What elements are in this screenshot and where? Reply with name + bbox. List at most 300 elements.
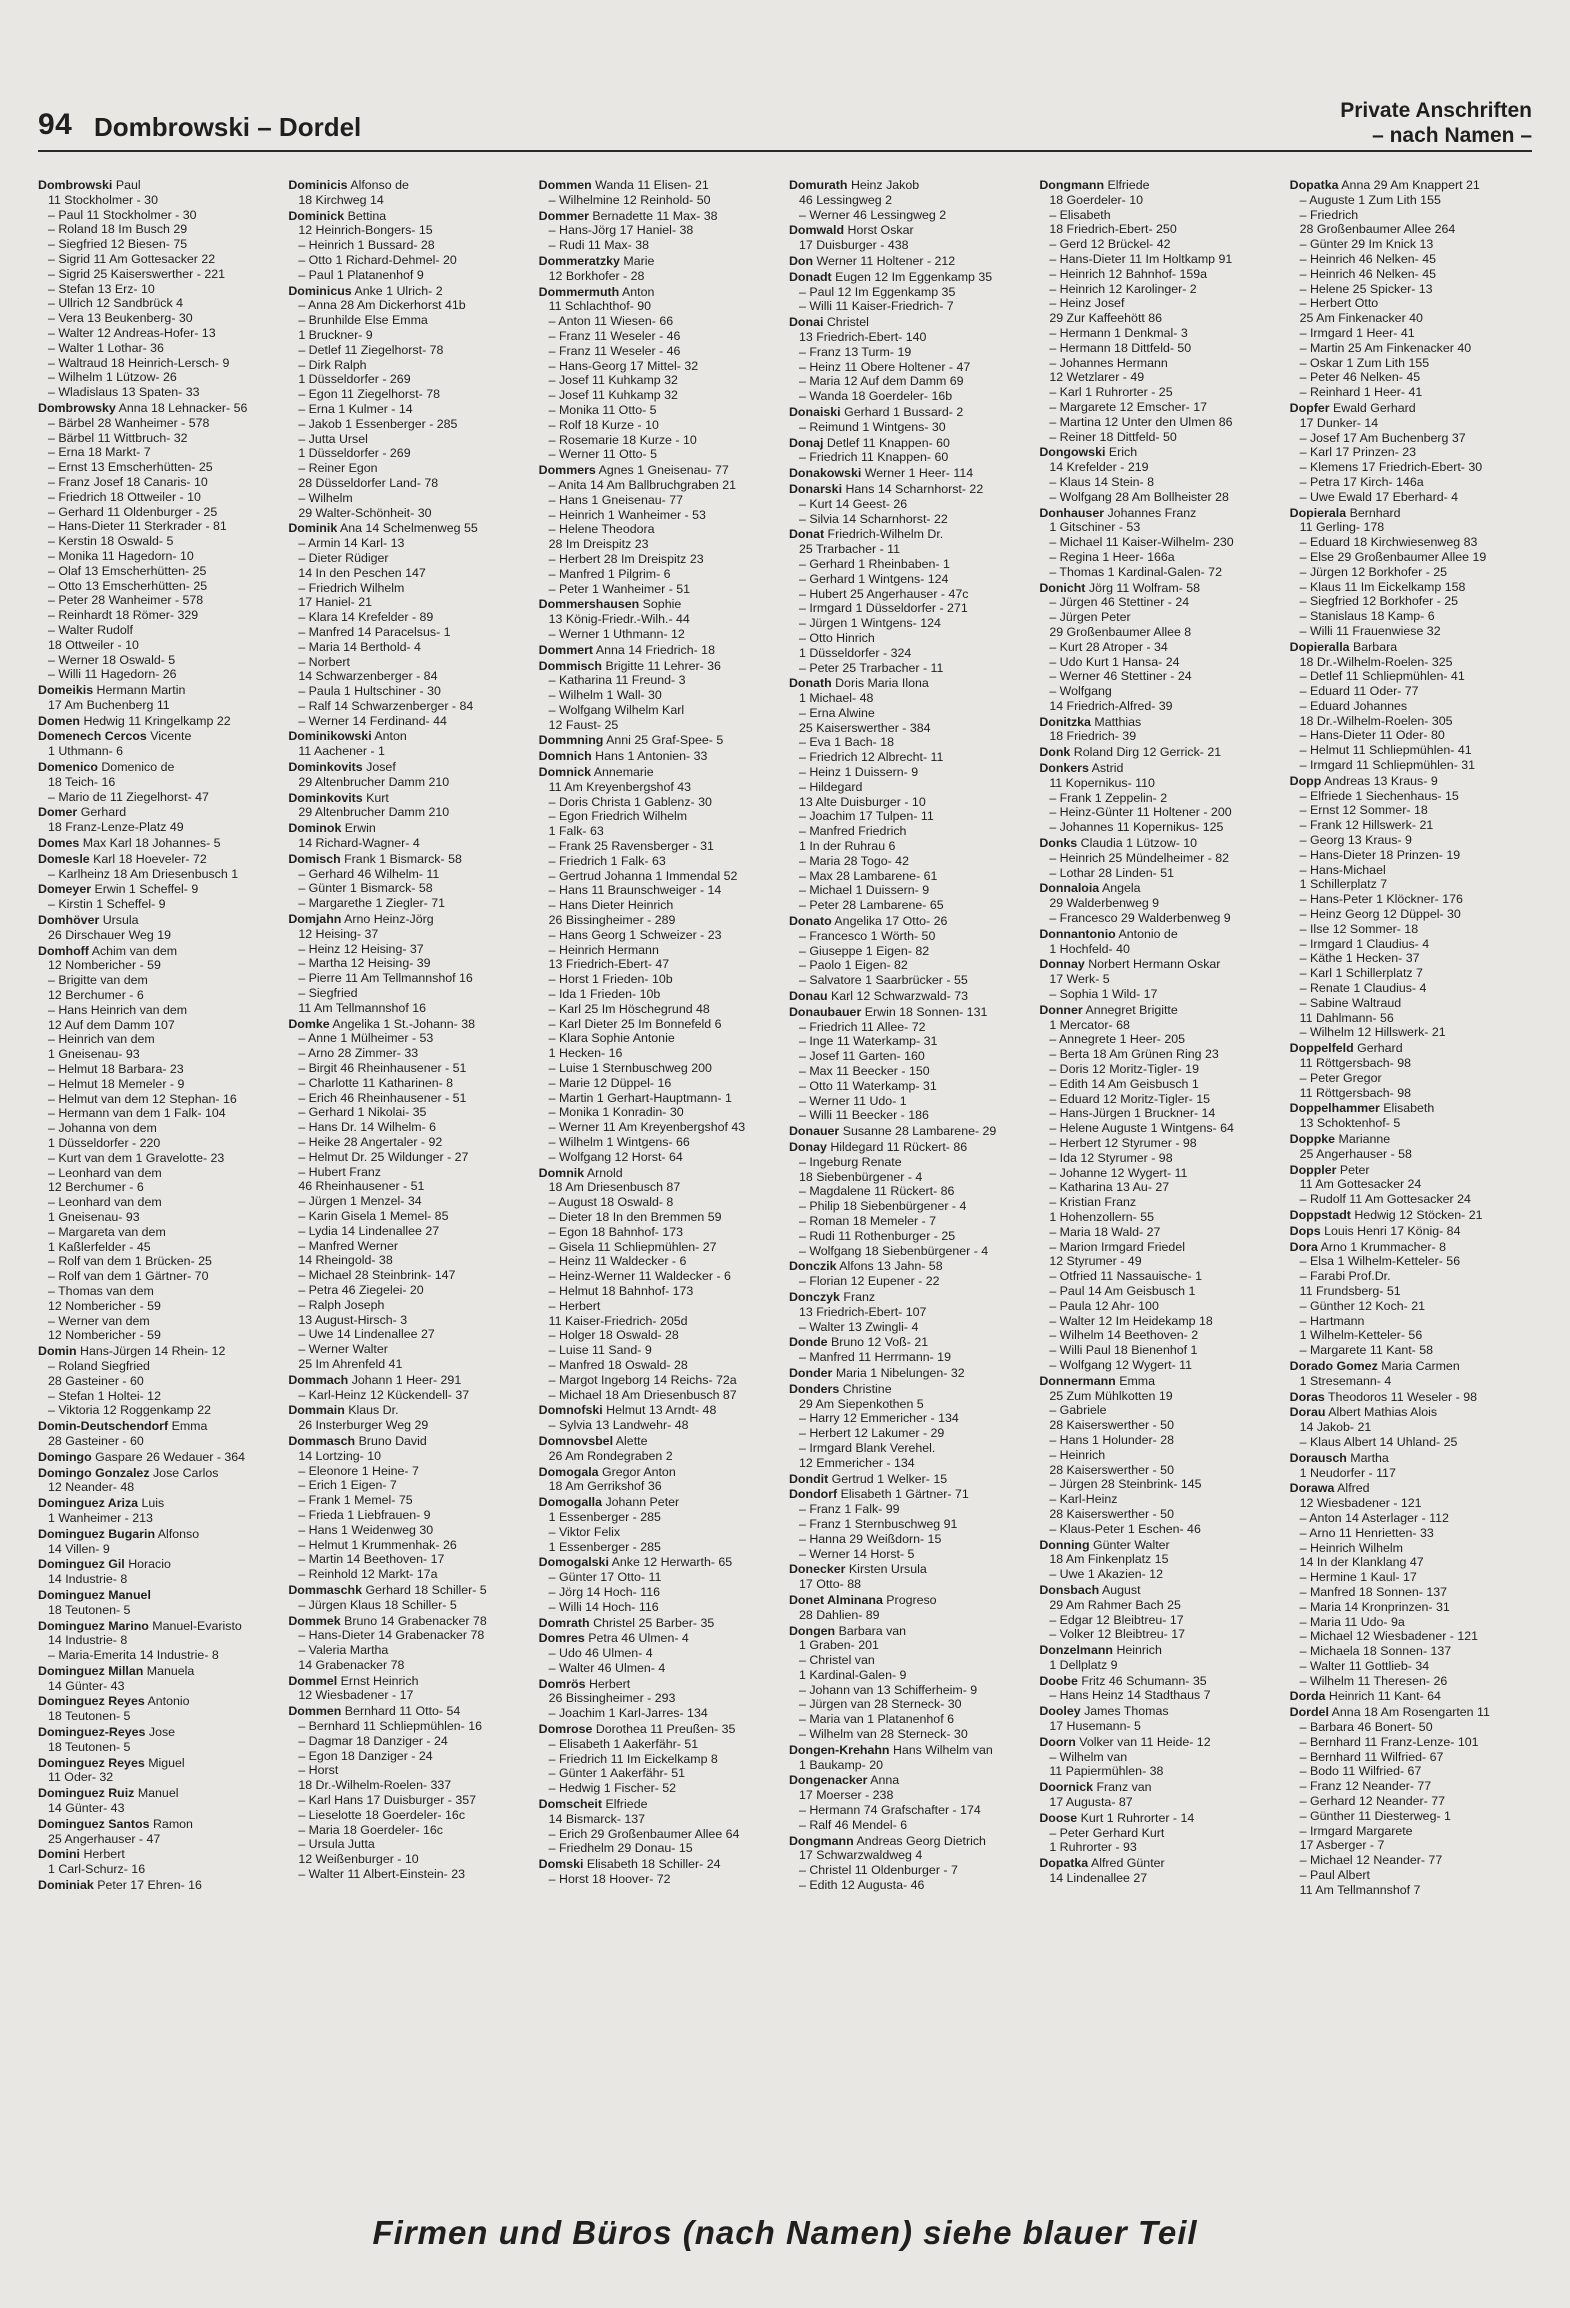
entry-heading-line	[789, 1472, 1031, 1487]
entry-line: – Otto Hinrich	[798, 630, 875, 645]
entry-details: Christel	[826, 315, 869, 330]
entry-details: Gregor Anton	[602, 1464, 676, 1479]
entry-line: – Heinz-Werner 11 Waldecker - 6	[548, 1269, 731, 1284]
entry-line: – Dieter 18 In den Bremmen 59	[548, 1209, 722, 1224]
directory-entry	[539, 1555, 781, 1614]
entry-heading-line	[38, 178, 280, 193]
entry-line: – Helene Auguste 1 Wintgens- 64	[1049, 1121, 1234, 1136]
entry-line: 1 Hecken- 16	[548, 1046, 623, 1061]
entry-line: – Franz Josef 18 Canaris- 10	[48, 474, 208, 489]
directory-entry	[1290, 1390, 1532, 1405]
entry-line: 12 Nombericher - 59	[48, 958, 161, 973]
entry-surname: Donczik	[788, 1259, 837, 1274]
entry-line: – Pierre 11 Am Tellmannshof 16	[298, 971, 473, 986]
entry-line: 18 Dr.-Wilhelm-Roelen- 305	[1299, 713, 1453, 728]
entry-line: 11 Stockholmer - 30	[48, 192, 158, 207]
entry-details: Heinrich	[1116, 1643, 1162, 1658]
entry-line: – Marie 12 Düppel- 16	[548, 1075, 672, 1090]
entry-line: 28 Großenbaumer Allee 264	[1299, 222, 1456, 237]
entry-line: – Willi Paul 18 Bienenhof 1	[1049, 1343, 1198, 1358]
entry-details: Annemarie	[593, 765, 654, 780]
entry-details: Johann 1 Heer- 291	[351, 1372, 462, 1387]
entry-heading-line	[1290, 1224, 1532, 1239]
entry-line: – Margarete 11 Kant- 58	[1299, 1343, 1434, 1358]
entry-surname: Doppelhammer	[1289, 1101, 1380, 1116]
entry-line: 12 Nombericher - 59	[48, 1328, 161, 1343]
directory-entry	[789, 1335, 1031, 1365]
entry-line: 29 Am Siepenkothen 5	[798, 1396, 924, 1411]
entry-line: – Günther 12 Koch- 21	[1299, 1298, 1426, 1313]
entry-line: – Walter Rudolf	[48, 622, 133, 637]
entry-line: 18 Goerdeler- 10	[1049, 192, 1143, 207]
entry-surname: Dorawa	[1289, 1481, 1335, 1496]
directory-entry	[1039, 1674, 1281, 1704]
entry-line: – Frank 1 Zeppelin- 2	[1049, 790, 1168, 805]
page-number: 94	[38, 108, 73, 141]
entry-heading-line	[789, 1366, 1031, 1381]
entry-details: Detlef 11 Knappen- 60	[826, 435, 950, 450]
entry-details: August	[1101, 1582, 1141, 1597]
entry-line: – Gerd 12 Brückel- 42	[1049, 237, 1171, 252]
entry-surname: Domer	[38, 805, 78, 820]
directory-entry	[1290, 1705, 1532, 1897]
directory-entry	[288, 791, 530, 821]
entry-line: – Manfred Friedrich	[798, 824, 907, 839]
entry-line: – Willi 11 Hagedorn- 26	[48, 667, 177, 682]
entry-surname: Dominguez Ruiz	[38, 1786, 135, 1801]
directory-entry	[789, 1773, 1031, 1832]
entry-surname: Domres	[538, 1631, 585, 1646]
entry-line: 29 Walter-Schönheit- 30	[298, 505, 432, 520]
entry-surname: Domingo	[38, 1449, 92, 1464]
entry-heading-line	[38, 836, 280, 851]
entry-line: – Elisabeth 1 Aakerfähr- 51	[548, 1736, 699, 1751]
entry-line: – Klara Sophie Antonie	[548, 1031, 675, 1046]
entry-heading-line	[539, 463, 781, 478]
entry-line: – Katharina 13 Au- 27	[1049, 1180, 1170, 1195]
entry-line: 1 Wanheimer - 213	[48, 1510, 153, 1525]
entry-line: – Maria 28 Togo- 42	[798, 853, 909, 868]
entry-line: 11 Aachener - 1	[298, 744, 385, 759]
entry-details: Arnold	[586, 1165, 623, 1180]
entry-line: – Werner 46 Lessingweg 2	[798, 207, 947, 222]
entry-surname: Donet Alminana	[788, 1592, 883, 1607]
entry-line: 28 Dahlien- 89	[798, 1607, 880, 1622]
directory-entry	[288, 1403, 530, 1433]
entry-line: – Klaus-Peter 1 Eschen- 46	[1049, 1521, 1201, 1536]
entry-line: – Max 11 Beecker - 150	[798, 1064, 930, 1079]
entry-line: – Jürgen Klaus 18 Schiller- 5	[298, 1597, 457, 1612]
directory-entry	[789, 1472, 1031, 1487]
entry-surname: Dongmann	[788, 1833, 854, 1848]
directory-entry	[38, 1619, 280, 1663]
entry-surname: Donner	[1039, 1002, 1083, 1017]
entry-surname: Dopatka	[1039, 1856, 1089, 1871]
entry-heading-line	[789, 1290, 1031, 1305]
entry-line: – Christel van	[798, 1653, 875, 1668]
entry-line: 1 Essenberger - 285	[548, 1509, 661, 1524]
directory-entry	[38, 1450, 280, 1465]
entry-line: 17 Husemann- 5	[1049, 1719, 1141, 1734]
entry-surname: Domrath	[538, 1615, 590, 1630]
entry-line: – Wilhelm 11 Theresen- 26	[1299, 1673, 1448, 1688]
directory-entry	[789, 1487, 1031, 1561]
entry-line: – Heike 28 Angertaler - 92	[298, 1135, 443, 1149]
entry-surname: Dopp	[1289, 773, 1322, 788]
entry-line: – Manfred 1 Pilgrim- 6	[548, 566, 671, 581]
entry-line: – Gerhard 1 Nikolai- 35	[298, 1105, 427, 1120]
entry-details: Bernadette 11 Max- 38	[592, 208, 718, 223]
entry-heading-line	[539, 1166, 781, 1181]
entry-line: – Rosemarie 18 Kurze - 10	[548, 432, 697, 447]
entry-line: – Sylvia 13 Landwehr- 48	[548, 1418, 689, 1433]
entry-heading-line	[288, 521, 530, 536]
entry-line: – Farabi Prof.Dr.	[1299, 1269, 1391, 1284]
entry-surname: Domke	[288, 1016, 330, 1031]
entry-line: – Jürgen 1 Wintgens- 124	[798, 616, 941, 631]
entry-line: – Maria van 1 Platanenhof 6	[798, 1712, 954, 1727]
entry-surname: Dommert	[538, 642, 594, 657]
entry-details: Peter	[1339, 1162, 1370, 1177]
entry-line: – Martin 14 Beethoven- 17	[298, 1552, 445, 1567]
entry-line: – Christel 11 Oldenburger - 7	[798, 1863, 958, 1878]
entry-line: – Waltraud 18 Heinrich-Lersch- 9	[48, 355, 230, 370]
entry-details: Gerhard 18 Schiller- 5	[365, 1582, 487, 1597]
entry-surname: Donnantonio	[1039, 926, 1116, 941]
entry-line: – Margarethe 1 Ziegler- 71	[298, 896, 446, 911]
entry-line: 17 Schwarzwaldweg 4	[798, 1848, 923, 1863]
directory-entry	[1039, 1811, 1281, 1855]
entry-heading-line	[539, 659, 781, 674]
entry-details: Jörg 11 Wolfram- 58	[1088, 580, 1200, 595]
entry-line: – Helmut 18 Bahnhof- 173	[548, 1283, 694, 1298]
entry-details: Karl 18 Hoeveler- 72	[93, 851, 207, 866]
entry-line: – Kristian Franz	[1049, 1195, 1137, 1210]
entry-line: – Ralf 14 Schwarzenberger - 84	[298, 698, 474, 713]
directory-entry	[789, 527, 1031, 675]
entry-line: – Auguste 1 Zum Lith 155	[1299, 192, 1441, 207]
directory-entry	[789, 223, 1031, 253]
entry-line: – Katharina 11 Freund- 3	[548, 673, 686, 688]
directory-entry	[789, 270, 1031, 314]
entry-line: – Luise 1 Sternbuschweg 200	[548, 1061, 712, 1076]
entry-surname: Donadt	[788, 269, 832, 284]
entry-line: – Roland Siegfried	[48, 1358, 150, 1373]
entry-line: – Franz 13 Turm- 19	[798, 344, 912, 359]
entry-line: 29 Zur Kaffeehött 86	[1049, 311, 1163, 326]
entry-surname: Donnay	[1039, 957, 1085, 972]
entry-line: – Werner van dem	[48, 1313, 150, 1328]
entry-details: Manuel	[137, 1786, 179, 1801]
directory-entry	[539, 1166, 781, 1403]
entry-line: 28 Kaiserswerther - 50	[1049, 1418, 1174, 1433]
entry-surname: Donders	[788, 1381, 840, 1396]
entry-details: Bruno 12 Voß- 21	[830, 1335, 929, 1350]
entry-line: – Hermann van dem 1 Falk- 104	[48, 1106, 226, 1121]
entry-heading-line	[38, 882, 280, 897]
entry-line: 18 Teich- 16	[48, 774, 116, 789]
entry-line: – Hans 1 Gneisenau- 77	[548, 492, 683, 507]
entry-surname: Dominik	[288, 521, 338, 536]
entry-line: – Michael 1 Duissern- 9	[798, 883, 930, 898]
entry-heading-line	[1290, 774, 1532, 789]
entry-line: 14 Lortzing- 10	[298, 1448, 381, 1463]
directory-entry	[1290, 401, 1532, 505]
entry-details: Kirsten Ursula	[848, 1562, 927, 1577]
entry-details: Susanne 28 Lambarene- 29	[842, 1124, 997, 1139]
entry-line: – Marion Irmgard Friedel	[1049, 1239, 1185, 1254]
entry-line: – Horst	[298, 1763, 339, 1778]
entry-line: 25 Kaiserswerther - 384	[798, 720, 931, 735]
entry-details: Anke 1 Ulrich- 2	[354, 283, 443, 298]
entry-line: – Detlef 11 Schliepmühlen- 41	[1299, 669, 1465, 684]
entry-line: – Bernhard 11 Franz-Lenze- 101	[1299, 1734, 1479, 1749]
entry-surname: Domwald	[788, 223, 845, 238]
entry-line: – Uwe Ewald 17 Eberhard- 4	[1299, 489, 1459, 504]
entry-line: – Hans-Jürgen 1 Bruckner- 14	[1049, 1106, 1216, 1121]
entry-line: – Peter Gregor	[1299, 1070, 1382, 1085]
entry-line: 14 Krefelder - 219	[1049, 460, 1149, 475]
entry-details: Norbert Hermann Oskar	[1088, 957, 1221, 972]
entry-details: Gertrud 1 Welker- 15	[831, 1471, 948, 1486]
entry-details: Gerhard 1 Bussard- 2	[844, 404, 964, 419]
entry-line: – Arno 11 Henrietten- 33	[1299, 1525, 1434, 1540]
entry-line: – Maria-Emerita 14 Industrie- 8	[48, 1648, 219, 1663]
entry-line: 28 Gasteiner - 60	[48, 1373, 144, 1388]
entry-heading-line	[539, 178, 781, 193]
entry-line: – Herbert	[548, 1298, 601, 1313]
directory-entry	[539, 209, 781, 253]
entry-line: – Kurt 14 Geest- 26	[798, 496, 908, 511]
entry-surname: Domogalski	[538, 1555, 609, 1570]
entry-heading-line	[38, 944, 280, 959]
entry-line: – Wilhelm van	[1049, 1749, 1128, 1764]
entry-surname: Dongen	[788, 1623, 836, 1638]
entry-line: 11 Am Gottesacker 24	[1299, 1177, 1422, 1192]
entry-line: – Hans Heinrich van dem	[48, 1002, 188, 1017]
directory-entry	[789, 1624, 1031, 1742]
entry-line: – Maria 18 Goerdeler- 16c	[298, 1822, 443, 1837]
entry-surname: Dommel	[288, 1673, 338, 1688]
entry-line: 25 Am Finkenacker 40	[1299, 311, 1423, 326]
entry-heading-line	[789, 1834, 1031, 1849]
directory-entry	[38, 1419, 280, 1449]
entry-heading-line	[539, 643, 781, 658]
directory-entry	[539, 1722, 781, 1796]
entry-line: – Elsa 1 Wilhelm-Ketteler- 56	[1299, 1254, 1461, 1269]
entry-line: 1 Baukamp- 20	[798, 1757, 884, 1772]
entry-line: – Jürgen 12 Borkhofer - 25	[1299, 564, 1448, 579]
entry-details: Bernhard 11 Otto- 54	[344, 1704, 461, 1719]
entry-heading-line	[789, 405, 1031, 420]
directory-entry	[38, 805, 280, 835]
entry-line: – Günter 29 Im Knick 13	[1299, 237, 1434, 252]
directory-entry	[789, 1382, 1031, 1471]
directory-entry	[1039, 506, 1281, 580]
entry-line: 11 Schlachthof- 90	[548, 299, 652, 314]
entry-line: 18 Siebenbürgener - 4	[798, 1169, 923, 1184]
entry-line: 18 Am Finkenplatz 15	[1049, 1552, 1169, 1567]
directory-entry	[1039, 745, 1281, 760]
directory-column-4	[789, 178, 1031, 2168]
entry-line: – Stefan 1 Holtei- 12	[48, 1388, 161, 1403]
entry-surname: Dopieralla	[1289, 639, 1350, 654]
directory-entry	[789, 436, 1031, 466]
entry-heading-line	[539, 1857, 781, 1872]
directory-entry	[1290, 1101, 1532, 1131]
entry-details: Elisabeth 18 Schiller- 24	[586, 1857, 721, 1872]
directory-entry	[38, 1878, 280, 1893]
entry-line: – Stanislaus 18 Kamp- 6	[1299, 609, 1435, 624]
entry-line: – Doris 12 Moritz-Tigler- 19	[1049, 1062, 1199, 1077]
entry-line: – Brigitte van dem	[48, 973, 148, 988]
directory-entry	[789, 1743, 1031, 1773]
entry-line: – Leonhard van dem	[48, 1165, 162, 1180]
entry-line: – Silvia 14 Scharnhorst- 22	[798, 511, 948, 526]
entry-line: – Josef 11 Kuhkamp 32	[548, 373, 678, 388]
entry-line: – Charlotte 11 Katharinen- 8	[298, 1075, 454, 1090]
entry-details: Roland Dirg 12 Gerrick- 21	[1073, 745, 1222, 760]
entry-line: – Karl 1 Schillerplatz 7	[1299, 966, 1423, 981]
entry-line: – Karlheinz 18 Am Driesenbusch 1	[48, 866, 239, 881]
entry-line: – Erich 46 Rheinhausener - 51	[298, 1090, 467, 1105]
entry-surname: Domen	[38, 713, 80, 728]
directory-entry	[789, 1366, 1031, 1381]
entry-line: – Egon 11 Ziegelhorst- 78	[298, 387, 440, 402]
entry-line: 25 Zum Mühlkotten 19	[1049, 1388, 1173, 1403]
entry-surname: Dordel	[1289, 1705, 1329, 1720]
entry-details: Anna 18 Lehnacker- 56	[118, 400, 248, 415]
entry-surname: Dondit	[788, 1471, 829, 1486]
entry-line: – Hans-Peter 1 Klöckner- 176	[1299, 892, 1463, 907]
entry-line: – Mario de 11 Ziegelhorst- 47	[48, 789, 209, 804]
entry-line: – Maria 14 Kronprinzen- 31	[1299, 1599, 1450, 1614]
entry-heading-line	[1290, 1390, 1532, 1405]
entry-details: Erwin	[344, 821, 376, 836]
directory-entry	[288, 1583, 530, 1613]
entry-heading-line	[38, 1694, 280, 1709]
entry-line: 11 Oder- 32	[48, 1770, 114, 1785]
entry-surname: Dommasch	[288, 1433, 356, 1448]
entry-heading-line	[539, 1434, 781, 1449]
entry-details: Frank 1 Bismarck- 58	[344, 851, 462, 866]
directory-entry	[1290, 1163, 1532, 1207]
entry-line: – Jutta Ursel	[298, 431, 368, 446]
entry-heading-line	[288, 1614, 530, 1629]
directory-entry	[288, 821, 530, 851]
entry-surname: Dominguez Bugarin	[38, 1526, 156, 1541]
entry-line: – Peter 28 Wanheimer - 578	[48, 593, 204, 608]
entry-details: Barbara	[1353, 639, 1398, 654]
directory-entry	[1039, 1780, 1281, 1810]
entry-details: Anna 14 Friedrich- 18	[595, 642, 715, 657]
entry-line: – Ilse 12 Sommer- 18	[1299, 921, 1419, 936]
entry-line: – Hedwig 1 Fischer- 52	[548, 1781, 677, 1796]
entry-details: Alfonso	[157, 1526, 200, 1541]
entry-line: 1 Carl-Schurz- 16	[48, 1862, 146, 1877]
entry-surname: Domenico	[38, 760, 98, 775]
entry-line: 29 Großenbaumer Allee 8	[1049, 624, 1192, 639]
entry-line: – Willi 11 Frauenwiese 32	[1299, 623, 1441, 638]
directory-entry	[38, 1817, 280, 1847]
entry-line: 14 Friedrich-Alfred- 39	[1049, 698, 1173, 713]
entry-line: 46 Rheinhausener - 51	[298, 1179, 425, 1194]
entry-line: 13 Friedrich-Ebert- 140	[798, 329, 927, 344]
entry-details: Erich	[1108, 445, 1138, 460]
entry-details: Helmut 13 Arndt- 48	[606, 1403, 717, 1418]
entry-line: 18 Dr.-Wilhelm-Roelen- 325	[1299, 654, 1453, 669]
directory-entry	[38, 836, 280, 851]
directory-entry	[789, 1140, 1031, 1258]
entry-line: – Friedrich 18 Ottweiler - 10	[48, 489, 201, 504]
entry-heading-line	[38, 1664, 280, 1679]
entry-line: – Egon 18 Danziger - 24	[298, 1748, 433, 1763]
directory-entry	[1290, 1132, 1532, 1162]
entry-line: – Helmut 18 Barbara- 23	[48, 1062, 184, 1077]
entry-details: Horacio	[128, 1557, 171, 1572]
entry-line: 18 Teutonen- 5	[48, 1602, 131, 1617]
entry-surname: Domscheit	[538, 1797, 603, 1812]
entry-line: – Uwe 1 Akazien- 12	[1049, 1567, 1163, 1582]
entry-line: – Wilhelm 1 Wintgens- 66	[548, 1135, 690, 1149]
directory-entry	[789, 914, 1031, 988]
entry-surname: Dominguez Marino	[38, 1618, 149, 1633]
entry-details: Arno 1 Krummacher- 8	[1320, 1239, 1446, 1254]
directory-entry	[1290, 1208, 1532, 1223]
entry-line: – Erna Alwine	[798, 705, 875, 720]
entry-details: Werner 1 Heer- 114	[864, 466, 974, 481]
entry-line: – Günter 17 Otto- 11	[548, 1570, 662, 1585]
entry-surname: Dommen	[288, 1704, 342, 1719]
entry-surname: Donk	[1039, 745, 1071, 760]
entry-line: 1 Dellplatz 9	[1049, 1657, 1118, 1672]
entry-heading-line	[1039, 1003, 1281, 1018]
entry-line: – Maria 11 Udo- 9a	[1299, 1614, 1405, 1629]
entry-details: Peter 17 Ehren- 16	[97, 1878, 202, 1893]
entry-line: – Werner 1 Uthmann- 12	[548, 626, 685, 641]
entry-line: 1 Graben- 201	[798, 1638, 879, 1653]
entry-line: – Klemens 17 Friedrich-Ebert- 30	[1299, 460, 1483, 475]
entry-line: – Jürgen 1 Menzel- 34	[298, 1194, 422, 1209]
entry-line: – Werner 11 Am Kreyenbergshof 43	[548, 1120, 746, 1135]
entry-line: – Karin Gisela 1 Memel- 85	[298, 1208, 449, 1223]
entry-heading-line	[789, 914, 1031, 929]
entry-details: Werner 11 Holtener - 212	[816, 253, 956, 268]
entry-line: 13 König-Friedr.-Wilh.- 44	[548, 612, 690, 627]
entry-line: – Ernst 12 Sommer- 18	[1299, 803, 1428, 818]
directory-entry	[789, 676, 1031, 913]
entry-line: – Gertrud Johanna 1 Immendal 52	[548, 868, 738, 883]
entry-details: Christel 25 Barber- 35	[593, 1615, 715, 1630]
entry-line: – Gerhard 12 Neander- 77	[1299, 1794, 1445, 1809]
entry-surname: Donaubauer	[788, 1004, 862, 1019]
entry-line: 12 Styrumer - 49	[1049, 1254, 1142, 1269]
entry-surname: Donnermann	[1039, 1373, 1116, 1388]
entry-line: 28 Kaiserswerther - 50	[1049, 1506, 1174, 1521]
entry-line: 25 Angerhauser - 58	[1299, 1146, 1412, 1161]
entry-line: – Johannes Hermann	[1049, 355, 1168, 370]
entry-line: 1 Hochfeld- 40	[1049, 941, 1130, 956]
entry-details: Alfred Günter	[1090, 1856, 1165, 1871]
entry-line: – Friedrich 1 Falk- 63	[548, 853, 666, 868]
entry-line: – Renate 1 Claudius- 4	[1299, 981, 1427, 996]
entry-line: – Heinz-Günter 11 Holtener - 200	[1049, 805, 1232, 820]
entry-surname: Dooley	[1039, 1704, 1081, 1719]
entry-surname: Dominguez Santos	[38, 1816, 150, 1831]
entry-line: – Uwe 14 Lindenallee 27	[298, 1327, 435, 1342]
entry-heading-line	[38, 1756, 280, 1771]
entry-line: – Paul Albert	[1299, 1868, 1370, 1883]
